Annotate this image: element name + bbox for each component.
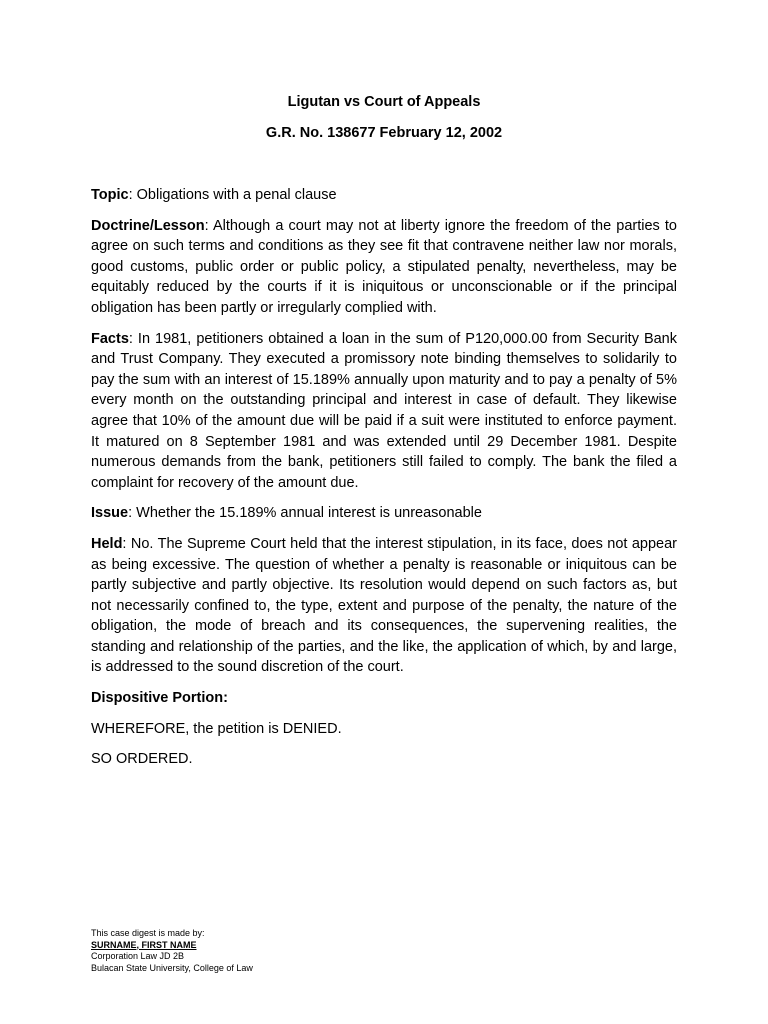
dispositive-line-2: SO ORDERED. (91, 751, 193, 768)
held-label: Held (91, 535, 123, 552)
topic-paragraph (91, 185, 677, 206)
topic-label: Topic (91, 187, 129, 203)
topic-text: : Obligations with a penal clause (128, 187, 337, 203)
digest-footer (91, 928, 253, 974)
doctrine-paragraph (91, 216, 677, 319)
dispositive-heading: Dispositive Portion: (91, 690, 228, 707)
footer-made-by: This case digest is made by: (91, 928, 205, 938)
facts-paragraph (91, 329, 677, 494)
issue-text: : Whether the 15.189% annual interest is unreasonable (128, 505, 482, 522)
issue-paragraph (91, 503, 677, 524)
footer-course: Corporation Law JD 2B (91, 951, 185, 962)
doctrine-label: Doctrine/Lesson (91, 217, 205, 234)
digest-body (91, 185, 677, 780)
case-number: G.R. No. 138677 February 12, 2002 (265, 125, 503, 141)
facts-text: : In 1981, petitioners obtained a loan in the sum of P120,000.00 from Security Bank and Trust Company. They executed a promissory note binding themselves to solidarily to pay the sum with an interest of 15.189% annually upon maturity and to pay a penalty of 5% every month on the outstanding principal and interest in case of default. They likewise agree that 10% of the amount due will be paid if a suit were instituted to enforce payment. It matured on 8 September 1981 and was extended until 29 December 1981. Despite numerous demands from the bank, petitioners still failed to comply. The bank the filed a complaint for recovery of the amount due. (91, 330, 677, 491)
held-text: : No. The Supreme Court held that the interest stipulation, in its face, does not appear as being excessive. The question of whether a penalty is reasonable or iniquitous can be partly subjective and partly objective. Its resolution would depend on such factors as, but not necessarily confined to, the type, extent and purpose of the penalty, the nature of the obligation, the mode of breach and its consequences, the supervening realities, the standing and relationship of the parties, and the like, the application of which, by and large, is addressed to the sound discretion of the court. (91, 535, 677, 676)
footer-author: SURNAME, FIRST NAME (91, 939, 197, 950)
issue-label: Issue (91, 505, 129, 522)
doctrine-text: : Although a court may not at liberty ignore the freedom of the parties to agree on such terms and conditions as they see fit that contravene neither law nor morals, good customs, public order or public policy, a stipulated penalty, nevertheless, may be equitably reduced by the courts if it is iniquitous or unconscionable or if the principal obligation has been partly or irregularly complied with. (91, 217, 677, 316)
held-paragraph (91, 534, 677, 678)
dispositive-line-1: WHEREFORE, the petition is DENIED. (91, 720, 342, 737)
facts-label: Facts (91, 330, 129, 347)
case-title: Ligutan vs Court of Appeals (287, 94, 481, 110)
footer-school: Bulacan State University, College of Law (91, 962, 253, 973)
